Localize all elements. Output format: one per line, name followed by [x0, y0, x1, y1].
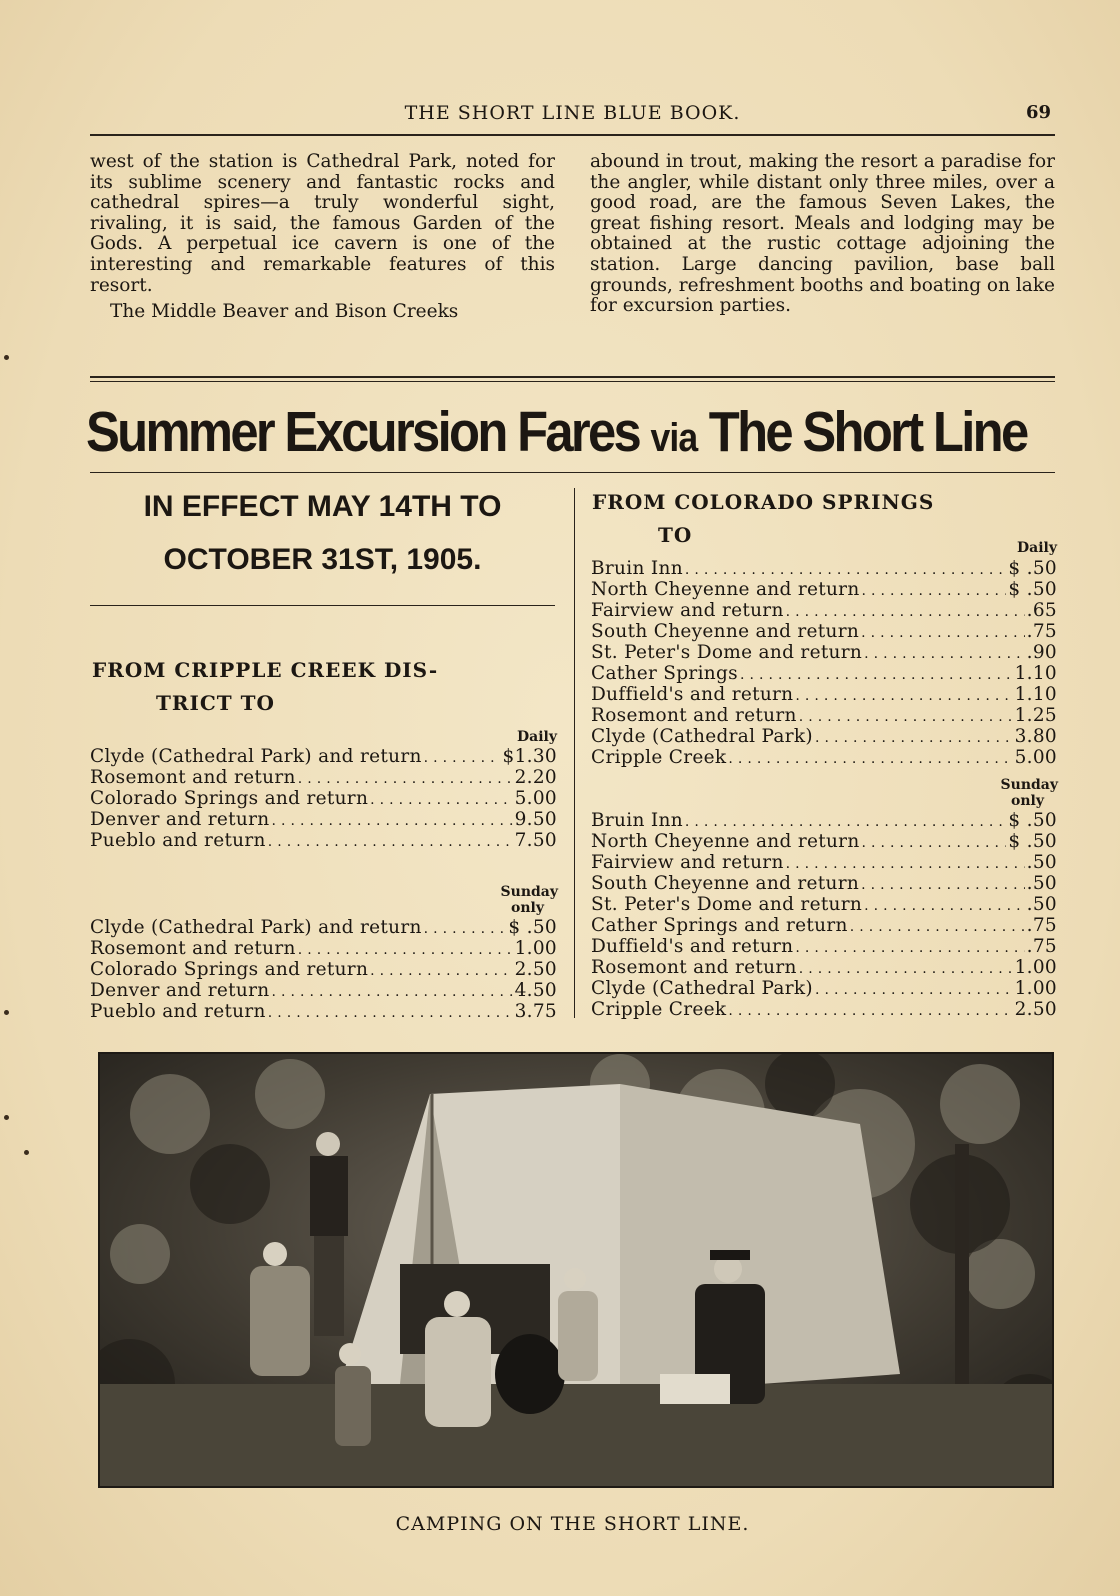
fare-destination: Bruin Inn [591, 810, 683, 831]
fare-row [591, 705, 1057, 726]
fare-price: .50 [1026, 894, 1057, 915]
fare-destination: St. Peter's Dome and return [591, 642, 863, 663]
fare-destination: Rosemont and return [90, 938, 296, 959]
fare-row [591, 915, 1057, 936]
fare-row [591, 873, 1057, 894]
dot-leader [370, 961, 512, 982]
divider [90, 376, 1055, 378]
fare-destination: Colorado Springs and return [90, 788, 369, 809]
fare-row [591, 831, 1057, 852]
fare-row [591, 684, 1057, 705]
fare-row [591, 726, 1057, 747]
dot-leader [850, 917, 1025, 938]
sunday-label-line: Sunday [1000, 777, 1058, 793]
divider [90, 381, 1055, 382]
intro-right-column [590, 152, 1055, 317]
cripple-creek-sunday-fares [90, 917, 557, 1022]
dot-leader [685, 560, 1007, 581]
fares-headline [86, 392, 1027, 472]
fare-price: $1.30 [502, 746, 557, 767]
fare-price: 5.00 [514, 788, 557, 809]
fare-row [90, 788, 557, 809]
dot-leader [740, 665, 1013, 686]
camping-photo-illustration [100, 1054, 1052, 1486]
heading-line: TO [658, 523, 693, 547]
fare-destination: South Cheyenne and return [591, 621, 860, 642]
headline-main: Summer Excursion Fares [86, 400, 640, 464]
fare-price: $ .50 [1008, 558, 1057, 579]
fare-row [90, 938, 557, 959]
fare-row [591, 999, 1057, 1020]
fare-row [591, 600, 1057, 621]
dot-leader [272, 982, 513, 1003]
fare-price: 1.00 [1014, 957, 1057, 978]
intro-left-paragraph: west of the station is Cathedral Park, noted for its sublime scenery and fantastic rocks and cathedral spires—a truly wonderful sight, rivaling, it is said, the famous Garden of the Gods. A perpetual ice cavern is one of the interesting and remarkable features of this resort. [90, 151, 555, 296]
intro-right-paragraph: abound in trout, making the resort a paradise for the angler, while distant only three miles, over a good road, are the famous Seven Lakes, the great fishing resort. Meals and lodging may be obtained at the rustic cottage adjoining the station. Large dancing pavilion, base ball grounds, refreshment booths and boating on lake for excursion parties. [590, 151, 1055, 317]
dot-leader [799, 959, 1013, 980]
dot-leader [861, 875, 1025, 896]
fare-destination: Clyde (Cathedral Park) and return [90, 746, 422, 767]
headline-via: via [650, 416, 698, 460]
intro-left-paragraph-2: The Middle Beaver and Bison Creeks [110, 301, 459, 323]
fare-row [90, 809, 557, 830]
camping-photograph [98, 1052, 1054, 1488]
cripple-creek-daily-fares [90, 746, 557, 851]
dot-leader [298, 769, 513, 790]
fare-destination: Cather Springs and return [591, 915, 848, 936]
dot-leader [864, 896, 1025, 917]
fare-destination: Rosemont and return [591, 705, 797, 726]
divider [90, 472, 1055, 473]
fare-destination: Pueblo and return [90, 1001, 266, 1022]
fare-row [591, 810, 1057, 831]
fare-destination: South Cheyenne and return [591, 873, 860, 894]
heading-line: FROM CRIPPLE CREEK DIS- [92, 658, 439, 682]
fare-price: 9.50 [514, 809, 557, 830]
colorado-springs-heading [592, 486, 934, 552]
intro-left-column [90, 152, 555, 323]
effective-dates-line1: IN EFFECT MAY 14TH TO [143, 490, 502, 523]
fare-row [90, 917, 557, 938]
fare-destination: Denver and return [90, 809, 270, 830]
fare-destination: Bruin Inn [591, 558, 683, 579]
fare-row [591, 579, 1057, 600]
fare-destination: Rosemont and return [591, 957, 797, 978]
heading-line: TRICT TO [156, 691, 275, 715]
fare-price: .75 [1026, 915, 1057, 936]
fare-row [591, 957, 1057, 978]
fare-destination: North Cheyenne and return [591, 579, 860, 600]
photo-caption: CAMPING ON THE SHORT LINE. [395, 1513, 750, 1535]
ground [100, 1384, 1052, 1486]
colorado-springs-daily-fares [591, 558, 1057, 768]
daily-label: Daily [517, 729, 557, 745]
sunday-label [940, 777, 1058, 809]
sunday-label-line: only [1011, 793, 1044, 809]
fare-price: 1.25 [1014, 705, 1057, 726]
fare-destination: Fairview and return [591, 852, 784, 873]
dot-leader [268, 832, 513, 853]
fare-price: .75 [1026, 936, 1057, 957]
fare-destination: Duffield's and return [591, 684, 794, 705]
fare-price: 1.00 [514, 938, 557, 959]
dot-leader [795, 686, 1012, 707]
fare-price: .50 [1026, 873, 1057, 894]
effective-dates-line2: OCTOBER 31ST, 1905. [163, 543, 482, 576]
running-header [90, 98, 1055, 136]
dot-leader [862, 833, 1007, 854]
column-divider [574, 488, 575, 1018]
fare-price: 3.80 [1014, 726, 1057, 747]
fare-destination: Cather Springs [591, 663, 738, 684]
fare-price: 2.50 [514, 959, 557, 980]
fare-row [591, 936, 1057, 957]
dot-leader [799, 707, 1013, 728]
fare-row [90, 980, 557, 1001]
heading-line: FROM COLORADO SPRINGS [592, 490, 935, 514]
fare-price: 2.20 [514, 767, 557, 788]
fare-destination: Pueblo and return [90, 830, 266, 851]
fare-row [591, 642, 1057, 663]
dot-leader [728, 1001, 1012, 1022]
fare-price: .75 [1026, 621, 1057, 642]
dot-leader [685, 812, 1007, 833]
dot-leader [728, 749, 1012, 770]
sunday-label-line: Sunday [500, 884, 558, 900]
sunday-label [440, 884, 558, 916]
dot-leader [862, 581, 1007, 602]
divider [90, 605, 555, 606]
dot-leader [786, 854, 1025, 875]
fare-row [90, 746, 557, 767]
fare-price: $ .50 [1008, 810, 1057, 831]
dot-leader [786, 602, 1025, 623]
dot-leader [424, 919, 507, 940]
daily-label: Daily [1017, 540, 1057, 556]
fare-destination: Clyde (Cathedral Park) and return [90, 917, 422, 938]
fare-destination: Denver and return [90, 980, 270, 1001]
fare-price: $ .50 [1008, 579, 1057, 600]
fare-price: .50 [1026, 852, 1057, 873]
fare-destination: Rosemont and return [90, 767, 296, 788]
fare-destination: Fairview and return [591, 600, 784, 621]
book-title: THE SHORT LINE BLUE BOOK. [404, 102, 741, 124]
fare-row [90, 830, 557, 851]
sunday-label-line: only [511, 900, 544, 916]
page-number: 69 [1025, 102, 1051, 123]
cripple-creek-heading [92, 654, 438, 720]
dot-leader [795, 938, 1024, 959]
dot-leader [370, 790, 512, 811]
dot-leader [268, 1003, 513, 1024]
page-speck [4, 1115, 9, 1120]
fare-price: 2.50 [1014, 999, 1057, 1020]
headline-end: The Short Line [708, 400, 1027, 464]
page-speck [24, 1150, 29, 1155]
dot-leader [424, 748, 501, 769]
fare-destination: Duffield's and return [591, 936, 794, 957]
fare-price: 4.50 [514, 980, 557, 1001]
dot-leader [298, 940, 513, 961]
fare-row [591, 621, 1057, 642]
fare-row [90, 1001, 557, 1022]
fare-price: $ .50 [508, 917, 557, 938]
fare-price: 1.00 [1014, 978, 1057, 999]
fare-row [90, 767, 557, 788]
fare-price: 3.75 [514, 1001, 557, 1022]
fare-destination: Cripple Creek [591, 747, 727, 768]
page-speck [4, 355, 9, 360]
colorado-springs-sunday-fares [591, 810, 1057, 1020]
fare-price: 7.50 [514, 830, 557, 851]
dot-leader [815, 728, 1013, 749]
fare-row [591, 663, 1057, 684]
fare-destination: Cripple Creek [591, 999, 727, 1020]
fare-row [591, 558, 1057, 579]
fare-row [591, 978, 1057, 999]
fare-destination: North Cheyenne and return [591, 831, 860, 852]
fare-price: 1.10 [1014, 663, 1057, 684]
fare-price: 5.00 [1014, 747, 1057, 768]
fare-row [90, 959, 557, 980]
fare-row [591, 894, 1057, 915]
page-speck [4, 1010, 9, 1015]
fare-destination: Clyde (Cathedral Park) [591, 978, 813, 999]
fare-destination: St. Peter's Dome and return [591, 894, 863, 915]
fare-row [591, 747, 1057, 768]
fare-price: 1.10 [1014, 684, 1057, 705]
fare-price: .90 [1026, 642, 1057, 663]
fare-destination: Colorado Springs and return [90, 959, 369, 980]
dot-leader [272, 811, 513, 832]
dot-leader [861, 623, 1025, 644]
fare-destination: Clyde (Cathedral Park) [591, 726, 813, 747]
dot-leader [864, 644, 1025, 665]
dot-leader [815, 980, 1013, 1001]
fare-price: $ .50 [1008, 831, 1057, 852]
fare-row [591, 852, 1057, 873]
fare-price: .65 [1026, 600, 1057, 621]
